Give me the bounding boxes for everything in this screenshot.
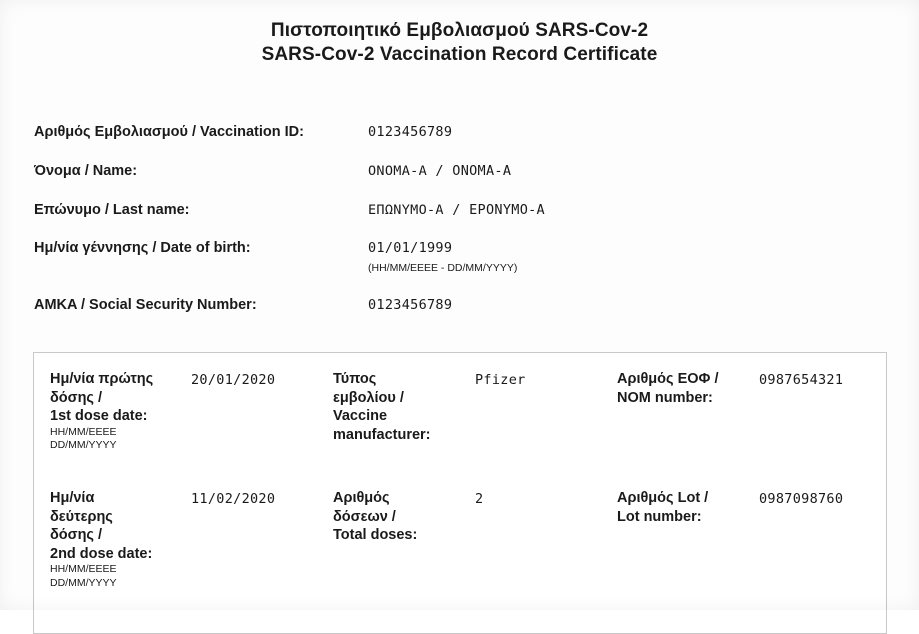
- name-value: ΟΝΟΜΑ-Α / ONOMA-A: [368, 163, 512, 179]
- date-of-birth-value: 01/01/1999: [368, 240, 453, 256]
- date-of-birth-format: (HH/MM/EEEE - DD/MM/YYYY): [368, 262, 518, 274]
- manufacturer-label: [333, 370, 458, 444]
- second-dose-date-format: HH/MM/EEEE: [50, 563, 117, 575]
- total-doses-value: 2: [475, 491, 484, 507]
- certificate-title-english: SARS-Cov-2 Vaccination Record Certificate: [261, 44, 658, 65]
- manufacturer-value: Pfizer: [475, 372, 526, 388]
- last-name-label: Επώνυμο / Last name:: [34, 202, 190, 218]
- lot-number-value: 0987098760: [759, 491, 844, 507]
- manufacturer-label-line: Τύπος: [333, 371, 377, 387]
- lot-number-label-line: Lot number:: [617, 508, 702, 525]
- date-of-birth-label: Ημ/νία γέννησης / Date of birth:: [34, 240, 251, 256]
- lot-number-label: [617, 489, 747, 526]
- vaccination-id-label: Αριθμός Εμβολιασμού / Vaccination ID:: [34, 124, 304, 140]
- manufacturer-label-line: Vaccine: [333, 408, 388, 424]
- social-security-value: 0123456789: [368, 297, 453, 313]
- nom-number-label-line: Αριθμός ΕΟΦ /: [617, 371, 719, 387]
- second-dose-date-label: [50, 489, 175, 590]
- dose-details-box: [33, 352, 887, 634]
- total-doses-label-line: Total doses:: [333, 527, 418, 543]
- nom-number-value: 0987654321: [759, 372, 844, 388]
- second-dose-date-label-line: δεύτερης: [50, 508, 113, 525]
- second-dose-date-label-line: δόσης /: [50, 527, 103, 543]
- certificate-title-greek: Πιστοποιητικό Εμβολιασμού SARS-Cov-2: [270, 20, 649, 41]
- manufacturer-label-line: manufacturer:: [333, 426, 431, 443]
- total-doses-label: [333, 489, 458, 545]
- social-security-label: AMKA / Social Security Number:: [34, 297, 257, 313]
- vaccination-id-value: 0123456789: [368, 124, 453, 140]
- first-dose-date-label: [50, 370, 175, 453]
- second-dose-date-label-line: Ημ/νία: [50, 490, 95, 506]
- second-dose-date-value: 11/02/2020: [191, 491, 276, 507]
- second-dose-date-label-line: 2nd dose date:: [50, 545, 153, 562]
- nom-number-label: [617, 370, 747, 407]
- nom-number-label-line: NOM number:: [617, 389, 713, 406]
- total-doses-label-line: Αριθμός: [333, 490, 390, 506]
- first-dose-date-format: DD/MM/YYYY: [50, 439, 117, 451]
- first-dose-date-value: 20/01/2020: [191, 372, 276, 388]
- second-dose-date-format: DD/MM/YYYY: [50, 576, 117, 589]
- manufacturer-label-line: εμβολίου /: [333, 389, 404, 406]
- last-name-value: ΕΠΩΝΥΜΟ-Α / EPONYMO-A: [368, 202, 545, 218]
- name-label: Όνομα / Name:: [34, 163, 138, 179]
- first-dose-date-label-line: 1st dose date:: [50, 408, 148, 424]
- first-dose-date-label-line: δόσης /: [50, 389, 103, 406]
- first-dose-date-label-line: Ημ/νία πρώτης: [50, 371, 154, 387]
- lot-number-label-line: Αριθμός Lot /: [617, 490, 709, 506]
- total-doses-label-line: δόσεων /: [333, 508, 396, 525]
- first-dose-date-format: HH/MM/EEEE: [50, 425, 117, 438]
